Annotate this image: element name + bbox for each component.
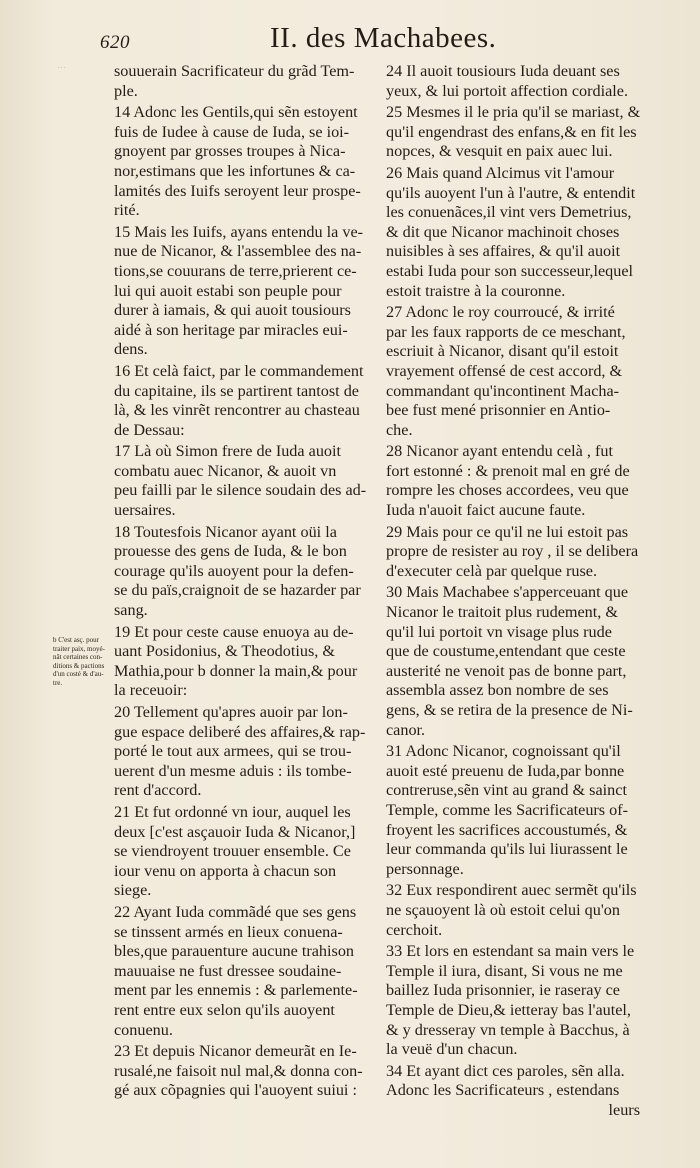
- verse: [114, 523, 372, 621]
- verse: [386, 742, 640, 879]
- text-line: siege.: [114, 881, 152, 900]
- text-line: bles,que parauenture aucune trahison: [114, 942, 355, 961]
- marginal-note-line: nât certaines con-: [53, 653, 103, 661]
- catchword: leurs: [608, 1100, 640, 1119]
- verse: [386, 942, 640, 1060]
- text-line: yeux, & lui portoit affection cordiale.: [386, 81, 628, 100]
- text-line: nopces, & vesquit en paix auec lui.: [386, 142, 613, 161]
- text-line: 31 Adonc Nicanor, cognoissant qu'il: [386, 742, 621, 761]
- text-line: gé aux cõpagnies qui l'auoyent suiui :: [114, 1081, 357, 1100]
- text-line: Adonc les Sacrificateurs , estendans: [386, 1081, 620, 1100]
- text-line: rompre les choses accordees, veu que: [386, 481, 629, 500]
- text-line: porté le tout aux armees, qui se trou-: [114, 742, 352, 761]
- running-title: II. des Machabees.: [270, 22, 497, 54]
- text-line: fort estonné : & prenoit mal en gré de: [386, 461, 630, 480]
- text-line: bee fust mené prisonnier en Antio-: [386, 401, 611, 420]
- text-line: iour venu on apporta à chacun son: [114, 861, 337, 880]
- text-line: Iuda n'auoit faict aucune faute.: [386, 501, 586, 520]
- text-line: rent entre eux selon qu'ils auoyent: [114, 1000, 335, 1019]
- verse: [114, 623, 372, 701]
- verse: [114, 442, 372, 520]
- text-line: rusalé,ne faisoit nul mal,& donna con-: [114, 1061, 363, 1080]
- text-line: se du païs,craignoit de se hazarder par: [114, 581, 361, 600]
- text-line: que de coustume,entendant que ceste: [386, 642, 626, 661]
- text-line: nor,estimans que les infortunes & ca-: [114, 161, 356, 180]
- text-line: 16 Et celà faict, par le commandement: [114, 361, 364, 380]
- text-line: 33 Et lors en estendant sa main vers le: [386, 942, 635, 961]
- text-line: la receuoir:: [114, 681, 188, 700]
- text-line: Temple de Dieu,& ietteray bas l'autel,: [386, 1000, 631, 1019]
- verse: [114, 903, 372, 1040]
- text-line: qu'il engendrast des enfans,& en fit les: [386, 122, 637, 141]
- text-line: commandant qu'incontinent Macha-: [386, 381, 620, 400]
- text-line: escriuit à Nicanor, disant qu'il estoit: [386, 342, 619, 361]
- text-line: qu'ils auoyent l'un à l'autre, & entendit: [386, 183, 636, 202]
- verse: [386, 881, 640, 940]
- text-line: & y dresseray vn temple à Bacchus, à: [386, 1020, 630, 1039]
- text-line: d'executer celà par quelque ruse.: [386, 561, 597, 580]
- text-line: assembla assez bon nombre de ses: [386, 681, 609, 700]
- text-line: austerité ne venoit pas de bonne part,: [386, 661, 627, 680]
- faded-marginal-mark: ...: [58, 62, 67, 70]
- text-line: courage qu'ils auoyent pour la defen-: [114, 561, 354, 580]
- text-line: souuerain Sacrificateur du grãd Tem-: [114, 62, 355, 80]
- text-line: leur commanda qu'ils lui liurassent le: [386, 840, 628, 859]
- verse: [114, 703, 372, 801]
- verse: [386, 442, 640, 520]
- text-line: 23 Et depuis Nicanor demeurãt en Ie-: [114, 1042, 357, 1061]
- text-line: de Dessau:: [114, 420, 185, 439]
- text-line: se tinssent armés en lieux conuena-: [114, 922, 343, 941]
- text-line: 30 Mais Machabee s'apperceuant que: [386, 583, 629, 602]
- text-line: 22 Ayant Iuda commãdé que ses gens: [114, 902, 357, 921]
- verse: [386, 1062, 640, 1101]
- marginal-note-line: traiter paix, moyé-: [53, 644, 105, 653]
- text-line: uant Posidonius, & Theodotius, &: [114, 642, 335, 661]
- marginal-note-line: tre.: [53, 678, 63, 687]
- text-line: che.: [386, 420, 413, 439]
- text-line: peu failli par le silence soudain des ad-: [114, 481, 367, 500]
- text-line: 27 Adonc le roy courroucé, & irrité: [386, 303, 615, 322]
- right-column: [386, 60, 640, 1120]
- text-line: lui qui auoit estabi son peuple pour: [114, 281, 342, 300]
- text-line: 19 Et pour ceste cause enuoya au de-: [114, 622, 354, 641]
- text-line: se viendroyent trouuer ensemble. Ce: [114, 842, 351, 861]
- text-line: froyent les sacrifices accoustumés, &: [386, 820, 628, 839]
- text-line: 34 Et ayant dict ces paroles, sẽn alla.: [386, 1061, 625, 1080]
- page-number: 620: [100, 32, 130, 53]
- text-line: 21 Et fut ordonné vn iour, auquel les: [114, 802, 351, 821]
- text-line: deux [c'est asçauoir Iuda & Nicanor,]: [114, 822, 356, 841]
- text-line: cerchoit.: [386, 920, 443, 939]
- text-line: la veuë d'un chacun.: [386, 1040, 518, 1059]
- text-line: auoit esté preuenu de Iuda,par bonne: [386, 761, 625, 780]
- text-line: gue espace deliberé des affaires,& rap-: [114, 722, 366, 741]
- text-line: 20 Tellement qu'apres auoir par lon-: [114, 703, 348, 721]
- text-line: estabi Iuda pour son successeur,lequel: [386, 261, 634, 280]
- marginal-note-line: d'un costé & d'au-: [53, 670, 104, 678]
- text-line: vrayement offensé de cest accord, &: [386, 361, 623, 380]
- verse: [386, 103, 640, 162]
- text-line: tions,se couurans de terre,prierent ce-: [114, 261, 357, 280]
- verse: [114, 803, 372, 901]
- text-line: fuis de Iudee à cause de Iuda, se ioi-: [114, 122, 350, 141]
- text-line: durer à iamais, & qui auoit tousiours: [114, 301, 351, 320]
- text-line: aidé à son heritage par miracles eui-: [114, 320, 348, 339]
- verse: [386, 164, 640, 301]
- text-line: Temple, comme les Sacrificateurs of-: [386, 800, 629, 819]
- text-line: baillez Iuda prisonnier, ie raseray ce: [386, 981, 620, 1000]
- marginal-note-line: ditions & pactions: [53, 661, 105, 670]
- text-line: rité.: [114, 201, 140, 220]
- text-line: Temple il iura, disant, Si vous ne me: [386, 961, 623, 980]
- text-line: contreruse,sẽn vint au grand & sainct: [386, 781, 627, 800]
- text-line: gnoyent par grosses troupes à Nica-: [114, 142, 346, 161]
- text-line: 25 Mesmes il le pria qu'il se mariast, &: [386, 103, 640, 122]
- verse: [114, 223, 372, 360]
- text-line: ment par les ennemis : & parlemente-: [114, 981, 358, 1000]
- text-line: canor.: [386, 720, 426, 739]
- verse: [386, 303, 640, 440]
- text-line: 24 Il auoit tousiours Iuda deuant ses: [386, 62, 620, 80]
- text-line: propre de resister au roy , il se delibera: [386, 542, 639, 561]
- text-line: 32 Eux respondirent auec sermẽt qu'ils: [386, 881, 637, 900]
- verse: [114, 62, 372, 101]
- text-line: nue de Nicanor, & l'assemblee des na-: [114, 242, 362, 261]
- verse: [114, 362, 372, 440]
- text-line: conuenu.: [114, 1020, 173, 1039]
- marginal-note-b: [53, 636, 119, 687]
- verse: [386, 583, 640, 740]
- text-line: personnage.: [386, 859, 464, 878]
- verse: [114, 103, 372, 221]
- text-line: estoit traistre à la couronne.: [386, 281, 566, 300]
- text-line: ple.: [114, 81, 138, 100]
- text-line: Nicanor le traitoit plus rudement, &: [386, 603, 618, 622]
- text-line: ne sçauoyent là où estoit celui qu'on: [386, 900, 620, 919]
- text-line: 17 Là où Simon frere de Iuda auoit: [114, 442, 342, 461]
- text-line: Mathia,pour b donner la main,& pour: [114, 661, 358, 680]
- verse: [114, 1042, 372, 1101]
- text-line: 26 Mais quand Alcimus vit l'amour: [386, 163, 615, 182]
- text-line: gens, & se retira de la presence de Ni-: [386, 701, 633, 719]
- verse: [386, 523, 640, 582]
- text-line: qu'il lui portoit vn visage plus rude: [386, 622, 612, 641]
- text-line: & dit que Nicanor machinoit choses: [386, 222, 620, 241]
- text-line: là, & les vinrẽt rencontrer au chasteau: [114, 401, 360, 420]
- text-line: 15 Mais les Iuifs, ayans entendu la ve-: [114, 222, 364, 241]
- text-line: les conuenãces,il vint vers Demetrius,: [386, 203, 632, 222]
- text-line: 18 Toutesfois Nicanor ayant oüi la: [114, 522, 337, 541]
- text-line: du capitaine, ils se partirent tantost de: [114, 381, 359, 400]
- marginal-note-line: b C'est asç. pour: [53, 636, 99, 644]
- text-line: 29 Mais pour ce qu'il ne lui estoit pas: [386, 522, 629, 541]
- text-line: par les faux rapports de ce meschant,: [386, 322, 626, 341]
- text-line: uersaires.: [114, 501, 176, 520]
- text-line: mauuaise ne fust dressee soudaine-: [114, 961, 342, 980]
- text-line: lamités des Iuifs seroyent leur prospe-: [114, 181, 361, 200]
- left-column: [114, 60, 372, 1101]
- page-header: [0, 20, 700, 60]
- text-line: dens.: [114, 340, 148, 359]
- verse: [386, 62, 640, 101]
- text-line: 14 Adonc les Gentils,qui sẽn estoyent: [114, 103, 358, 122]
- text-line: rent d'accord.: [114, 781, 202, 800]
- text-line: combatu auec Nicanor, & auoit vn: [114, 461, 337, 480]
- text-line: sang.: [114, 601, 148, 620]
- text-line: uerent d'un mesme aduis : ils tombe-: [114, 761, 352, 780]
- text-line: prouesse des gens de Iuda, & le bon: [114, 542, 347, 561]
- text-line: nuisibles à ses affaires, & qu'il auoit: [386, 242, 621, 261]
- text-line: 28 Nicanor ayant entendu celà , fut: [386, 442, 613, 461]
